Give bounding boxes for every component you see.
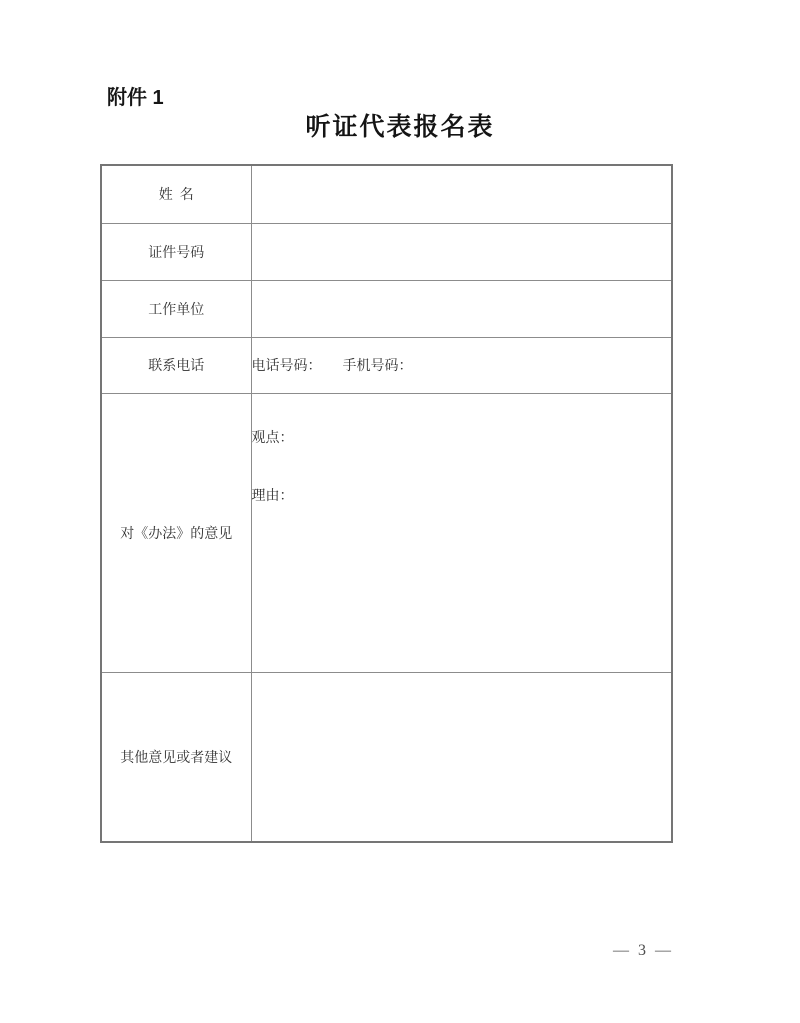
other-suggestions-input-area [251, 672, 672, 842]
row-label-opinion: 对《办法》的意见 [101, 393, 251, 672]
contact-phone-input-area: 电话号码： 手机号码： [251, 337, 672, 393]
row-label-other-suggestions: 其他意见或者建议 [101, 672, 251, 842]
name-input-area [251, 165, 672, 223]
registration-form-table [100, 164, 673, 843]
row-label-name: 姓 名 [101, 165, 251, 223]
attachment-label: 附件 1 [107, 87, 164, 109]
opinion-reason-label: 理由： [251, 488, 294, 504]
opinion-input-area [251, 393, 672, 672]
row-label-work-unit: 工作单位 [101, 280, 251, 337]
table-row-contact-phone [101, 337, 672, 393]
row-label-id-number: 证件号码 [101, 223, 251, 280]
table-row-name [101, 165, 672, 223]
table-row-id-number [101, 223, 672, 280]
row-label-contact-phone: 联系电话 [101, 337, 251, 393]
work-unit-input-area [251, 280, 672, 337]
id-number-input-area [251, 223, 672, 280]
table-row-other-suggestions [101, 672, 672, 842]
page-title: 听证代表报名表 [305, 113, 495, 141]
table-row-opinion [101, 393, 672, 672]
page-number: — 3 — [613, 942, 671, 959]
table-row-work-unit [101, 280, 672, 337]
opinion-viewpoint-label: 观点： [251, 430, 294, 446]
